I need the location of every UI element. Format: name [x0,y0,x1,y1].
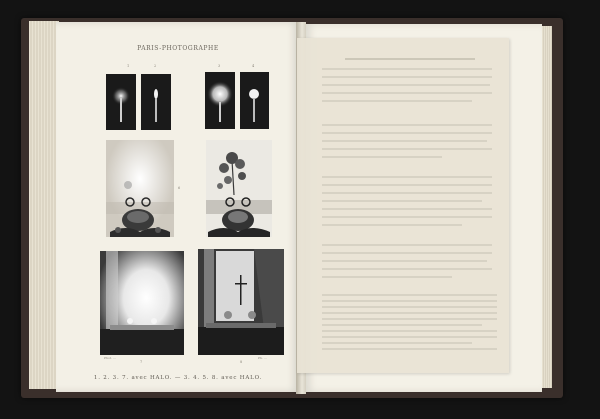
running-head: PARIS-PHOTOGRAPHE [137,45,219,52]
candle-halo-icon [240,72,269,129]
candle-halo-icon [205,72,235,129]
plate-number: 2 [154,64,157,68]
photo-credit: Phot. ... [104,356,116,360]
window-icon [100,251,184,355]
photo-credit: Ph. ... [258,356,267,360]
window-icon [198,249,284,355]
plate-caption: 1. 2. 3. 7. avec HALO. — 3. 4. 5. 8. avec HALO. [93,375,263,381]
vase-icon [106,140,174,237]
plate-number: 4 [252,64,255,68]
plate-number: 6 [178,186,181,190]
page-stack-left [29,21,59,389]
faded-text-title [345,58,475,60]
candle-flame-icon [141,74,171,130]
plate-number: 1 [127,64,130,68]
vase-icon [206,140,272,237]
plate-number: 7 [140,360,143,364]
tissue-overlay-sheet [297,38,509,373]
plate-number: 3 [218,64,221,68]
candle-halo-photo-3 [205,72,235,129]
candle-flame-icon [106,74,136,130]
candle-halo-photo-4 [240,72,269,129]
plate-number: 8 [240,360,243,364]
candle-flame-photo-2 [141,74,171,130]
candle-flame-photo-1 [106,74,136,130]
window-halo-photo-7 [100,251,184,355]
flower-vase-photo-5 [106,140,174,237]
window-halo-photo-8 [198,249,284,355]
flower-vase-photo-6 [206,140,272,237]
